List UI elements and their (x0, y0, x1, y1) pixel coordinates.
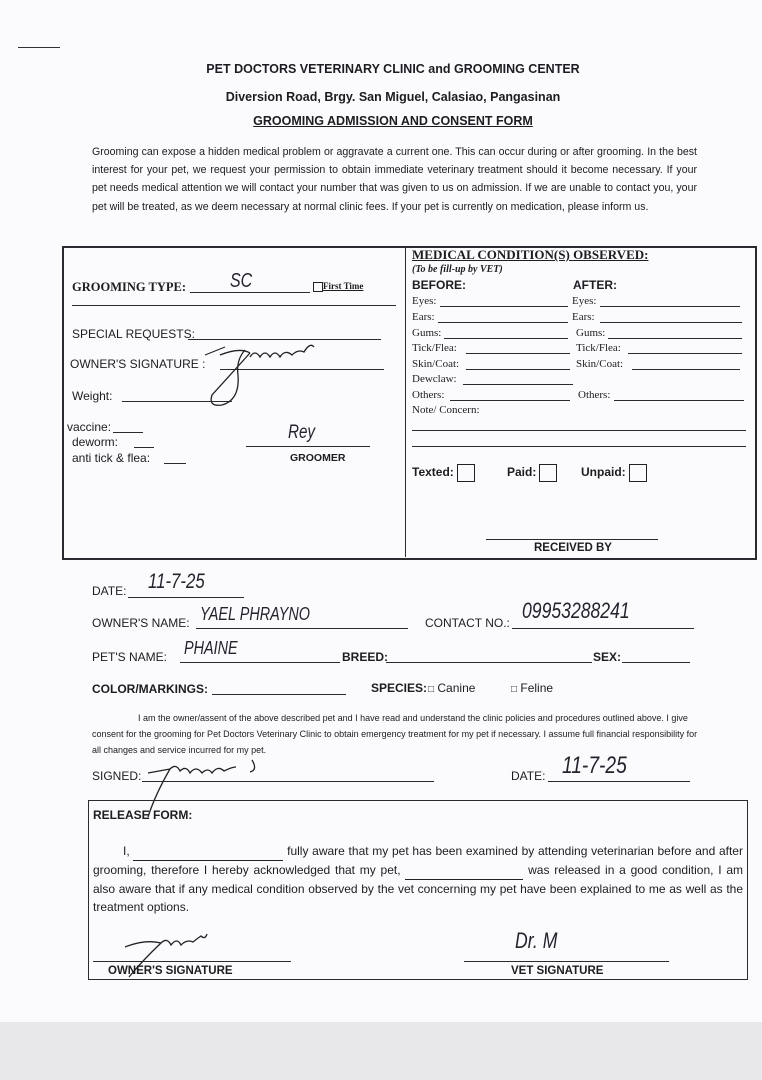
special-requests-label: SPECIAL REQUESTS: (72, 327, 195, 341)
after-ears-label: Ears: (572, 311, 595, 323)
owner-name-field[interactable] (196, 628, 408, 629)
pet-name-field[interactable] (180, 662, 340, 663)
owner-name-label: OWNER'S NAME: (92, 616, 190, 630)
sex-label: SEX: (593, 650, 622, 664)
contact-label: CONTACT NO.: (425, 616, 510, 630)
release-text-3: was released in a good condition, I am also aware that if any medical condition observed by the vet concerning my pet have been explained to me as well as the treatment options. (93, 863, 743, 914)
texted-checkbox[interactable] (412, 464, 475, 482)
before-tick-field[interactable] (466, 353, 570, 354)
date-value: 11-7-25 (148, 570, 205, 593)
after-skin-field[interactable] (632, 369, 740, 370)
groomer-signature: Rey (288, 422, 316, 443)
note-line-1[interactable] (412, 430, 746, 431)
intro-paragraph: Grooming can expose a hidden medical problem or aggravate a current one. This can occur during or after grooming. In the best interest for your pet, we request your permission to obtain immediate veterinary treatment should it become necessary. If your pet needs medical attention we will contact your number that was given to us on admission. If we are unable to contact you, your pet will be treated, as we deem necessary at normal clinic fees. If your pet is currently on medication, please inform us. (92, 146, 697, 213)
grooming-type-label: GROOMING TYPE: (72, 280, 187, 294)
release-text-1: I, (123, 844, 130, 858)
vet-signature-field[interactable] (464, 961, 669, 962)
first-time-label: First Time (323, 281, 364, 291)
after-skin-label: Skin/Coat: (576, 358, 624, 370)
received-by-label: RECEIVED BY (534, 542, 612, 554)
anti-tick-label: anti tick & flea: (72, 451, 151, 465)
paid-checkbox[interactable] (507, 464, 557, 482)
pet-name-label: PET'S NAME: (92, 650, 167, 664)
medical-title: MEDICAL CONDITION(S) OBSERVED: (412, 247, 649, 262)
before-eyes-field[interactable] (440, 306, 568, 307)
before-eyes-label: Eyes: (412, 295, 437, 307)
color-field[interactable] (212, 694, 346, 695)
before-others-label: Others: (412, 389, 445, 401)
pet-name-value: PHAINE (184, 638, 238, 658)
species-feline-option[interactable]: □ Feline (511, 681, 554, 695)
groomer-signature-field[interactable] (246, 446, 370, 447)
color-label: COLOR/MARKINGS: (92, 682, 208, 696)
consent-date-value: 11-7-25 (562, 752, 627, 779)
before-gums-field[interactable] (444, 338, 568, 339)
release-owner-signature-label: OWNER'S SIGNATURE (108, 965, 233, 977)
after-eyes-label: Eyes: (572, 295, 597, 307)
contact-field[interactable] (512, 628, 694, 629)
note-line-2[interactable] (412, 446, 746, 447)
species-canine-option[interactable]: □ Canine (428, 681, 476, 695)
sex-field[interactable] (622, 662, 690, 663)
before-ears-field[interactable] (438, 322, 568, 323)
form-title: GROOMING ADMISSION AND CONSENT FORM (253, 114, 533, 128)
release-text (93, 842, 743, 916)
after-gums-field[interactable] (608, 338, 742, 339)
deworm-label: deworm: (72, 435, 119, 449)
before-ears-label: Ears: (412, 311, 435, 323)
after-eyes-field[interactable] (600, 306, 740, 307)
clinic-address: Diversion Road, Brgy. San Miguel, Calasiao, Pangasinan (225, 90, 561, 104)
weight-field[interactable] (122, 401, 232, 402)
species-label: SPECIES: (371, 681, 428, 695)
after-gums-label: Gums: (576, 327, 606, 339)
before-dewclaw-label: Dewclaw: (412, 373, 457, 385)
grooming-extra-line[interactable] (72, 305, 396, 306)
date-field[interactable] (128, 597, 244, 598)
breed-label: BREED: (342, 650, 389, 664)
deworm-field[interactable] (134, 447, 154, 448)
first-time-checkbox[interactable] (313, 281, 363, 292)
before-skin-label: Skin/Coat: (412, 358, 460, 370)
feline-label: Feline (520, 681, 554, 695)
paid-label: Paid: (507, 465, 537, 480)
weight-label: Weight: (72, 389, 113, 403)
owner-signature-label: OWNER'S SIGNATURE : (70, 357, 206, 371)
before-dewclaw-field[interactable] (463, 384, 573, 385)
after-tick-field[interactable] (628, 353, 742, 354)
owner-signature-scribble (200, 335, 330, 410)
consent-date-label: DATE: (511, 769, 546, 783)
breed-field[interactable] (386, 662, 592, 663)
consent-text: I am the owner/assent of the above described pet and I have read and understand the clinic policies and procedures outlined above. I give consent for the grooming for Pet Doctors Veterinary Clinic to obtain emergency treatment for my pet if necessary. I assume full financial responsibility for all changes and service incurred for my pet. (92, 713, 698, 755)
before-tick-label: Tick/Flea: (412, 342, 457, 354)
date-label: DATE: (92, 584, 127, 598)
release-pet-name-field[interactable] (405, 861, 523, 880)
signed-label: SIGNED: (92, 769, 142, 783)
grooming-type-value: SC (230, 270, 253, 292)
consent-date-field[interactable] (548, 781, 690, 782)
texted-label: Texted: (412, 465, 454, 480)
after-ears-field[interactable] (600, 322, 742, 323)
anti-tick-field[interactable] (164, 463, 186, 464)
note-concern-label: Note/ Concern: (412, 404, 480, 416)
contact-value: 09953288241 (522, 598, 630, 623)
box-divider (405, 247, 406, 557)
after-label: AFTER: (573, 278, 617, 292)
before-label: BEFORE: (412, 278, 466, 292)
release-form-title: RELEASE FORM: (93, 808, 193, 822)
release-owner-name-field[interactable] (133, 842, 283, 861)
after-others-field[interactable] (614, 400, 744, 401)
groomer-label: GROOMER (290, 452, 346, 464)
scan-margin (0, 1022, 762, 1080)
vaccine-label: vaccine: (67, 420, 112, 434)
medical-subtitle: (To be fill-up by VET) (412, 264, 503, 275)
release-text-2: fully aware that my pet has been examined by attending veterinarian before and after grooming, therefore I hereby acknowledged that my pet, (93, 844, 743, 877)
vaccine-field[interactable] (113, 432, 143, 433)
after-others-label: Others: (578, 389, 611, 401)
received-by-field[interactable] (486, 539, 658, 540)
unpaid-label: Unpaid: (581, 465, 626, 480)
owner-name-value: YAEL PHRAYNO (200, 604, 310, 624)
scan-mark (18, 47, 60, 48)
unpaid-checkbox[interactable] (581, 464, 647, 482)
before-skin-field[interactable] (466, 369, 570, 370)
vet-signature-label: VET SIGNATURE (511, 965, 604, 977)
before-others-field[interactable] (450, 400, 570, 401)
clinic-name: PET DOCTORS VETERINARY CLINIC and GROOMING CENTER (206, 62, 580, 76)
vet-signature-value: Dr. M (515, 928, 558, 953)
canine-label: Canine (437, 681, 476, 695)
after-tick-label: Tick/Flea: (576, 342, 621, 354)
before-gums-label: Gums: (412, 327, 442, 339)
